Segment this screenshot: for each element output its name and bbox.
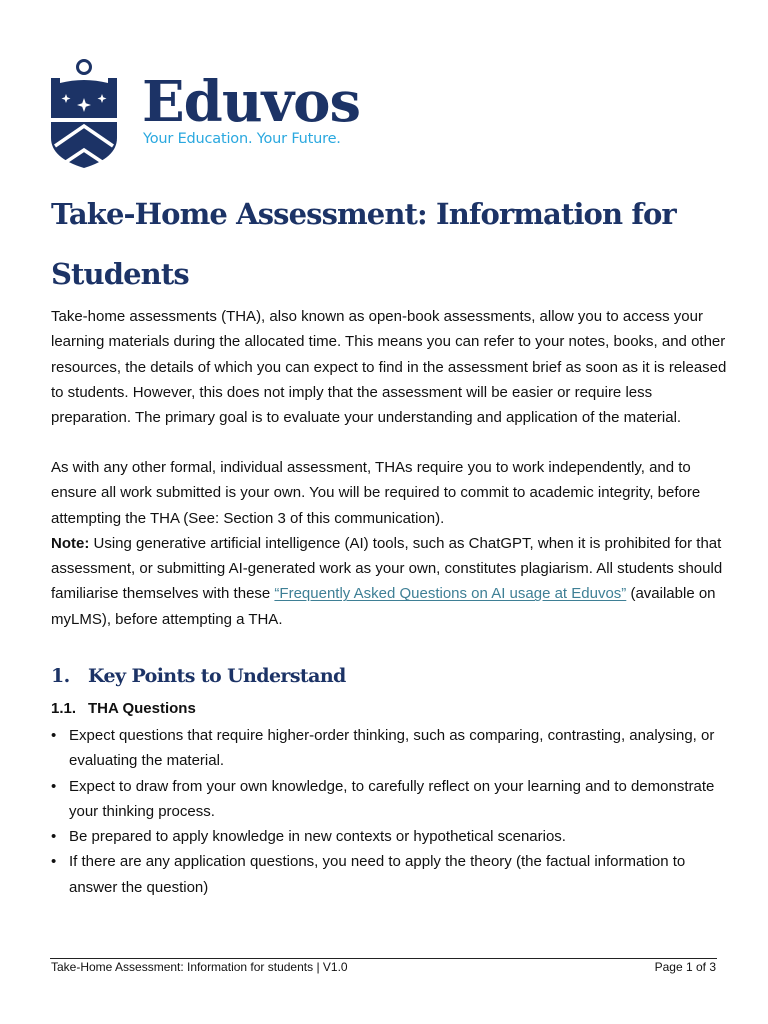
subsection-title: THA Questions (88, 700, 196, 717)
list-item-text: If there are any application questions, you need to apply the theory (the factual information to answer the question) (69, 853, 686, 896)
list-item-text: Expect questions that require higher-order thinking, such as comparing, contrasting, analysing, or evaluating the material. (69, 727, 715, 770)
footer-document-info: Take-Home Assessment: Information for students | V1.0 (51, 960, 348, 974)
section-number: 1. (51, 665, 70, 687)
bullet-icon: • (51, 777, 57, 795)
list-item-text: Be prepared to apply knowledge in new contexts or hypothetical scenarios. (69, 828, 566, 846)
bullet-icon: • (51, 828, 57, 846)
note-text-after-link: (available on myLMS), before attempting a THA. (51, 585, 716, 628)
section-title: Key Points to Understand (88, 665, 346, 687)
integrity-paragraph: As with any other formal, individual assessment, THAs require you to work independently, and to ensure all work submitted is your own. You will be required to commit to academic integrity, before attempting the THA (See: Section 3 of this communication). (51, 459, 701, 527)
list-item-text: Expect to draw from your own knowledge, to carefully reflect on your learning and to demonstrate your thinking process. (69, 777, 715, 820)
subsection-heading (51, 698, 196, 720)
bullet-icon: • (51, 727, 57, 744)
note-label: Note: (51, 534, 90, 552)
shield-crest-icon (50, 58, 118, 168)
subsection-number: 1.1. (51, 700, 77, 717)
list-item (51, 849, 731, 900)
footer-divider (50, 958, 717, 959)
intro-paragraph: Take-home assessments (THA), also known as open-book assessments, allow you to access your learning materials during the allocated time. This means you can refer to your notes, books, and other resources, the details of which you can expect to find in the assessment brief as soon as it is released to students. However, this does not imply that the assessment will be easier or require less preparation. The primary goal is to evaluate your understanding and application of the material. (51, 308, 727, 427)
ai-faq-link[interactable]: “Frequently Asked Questions on AI usage at Eduvos” (274, 585, 627, 603)
intro-section (51, 304, 731, 430)
brand-tagline: Your Education. Your Future. (143, 131, 341, 147)
eduvos-logo (50, 58, 370, 170)
page-title: Take-Home Assessment: Information for Students (51, 197, 676, 291)
brand-name: Eduvos (142, 69, 360, 135)
note-text: Using generative artificial intelligence (AI) tools, such as ChatGPT, when it is prohibited for that assessment, or submitting AI-generated work as your own, constitutes plagiarism. All students should familiarise themselves with these (51, 534, 723, 603)
bullet-icon: • (51, 853, 57, 871)
bullet-list (51, 723, 731, 900)
footer-page-number: Page 1 of 3 (654, 960, 716, 974)
list-item (51, 824, 731, 849)
note-paragraph (51, 531, 731, 632)
section-heading (51, 662, 346, 690)
list-item (51, 723, 731, 774)
list-item (51, 774, 731, 825)
integrity-section (51, 455, 731, 632)
